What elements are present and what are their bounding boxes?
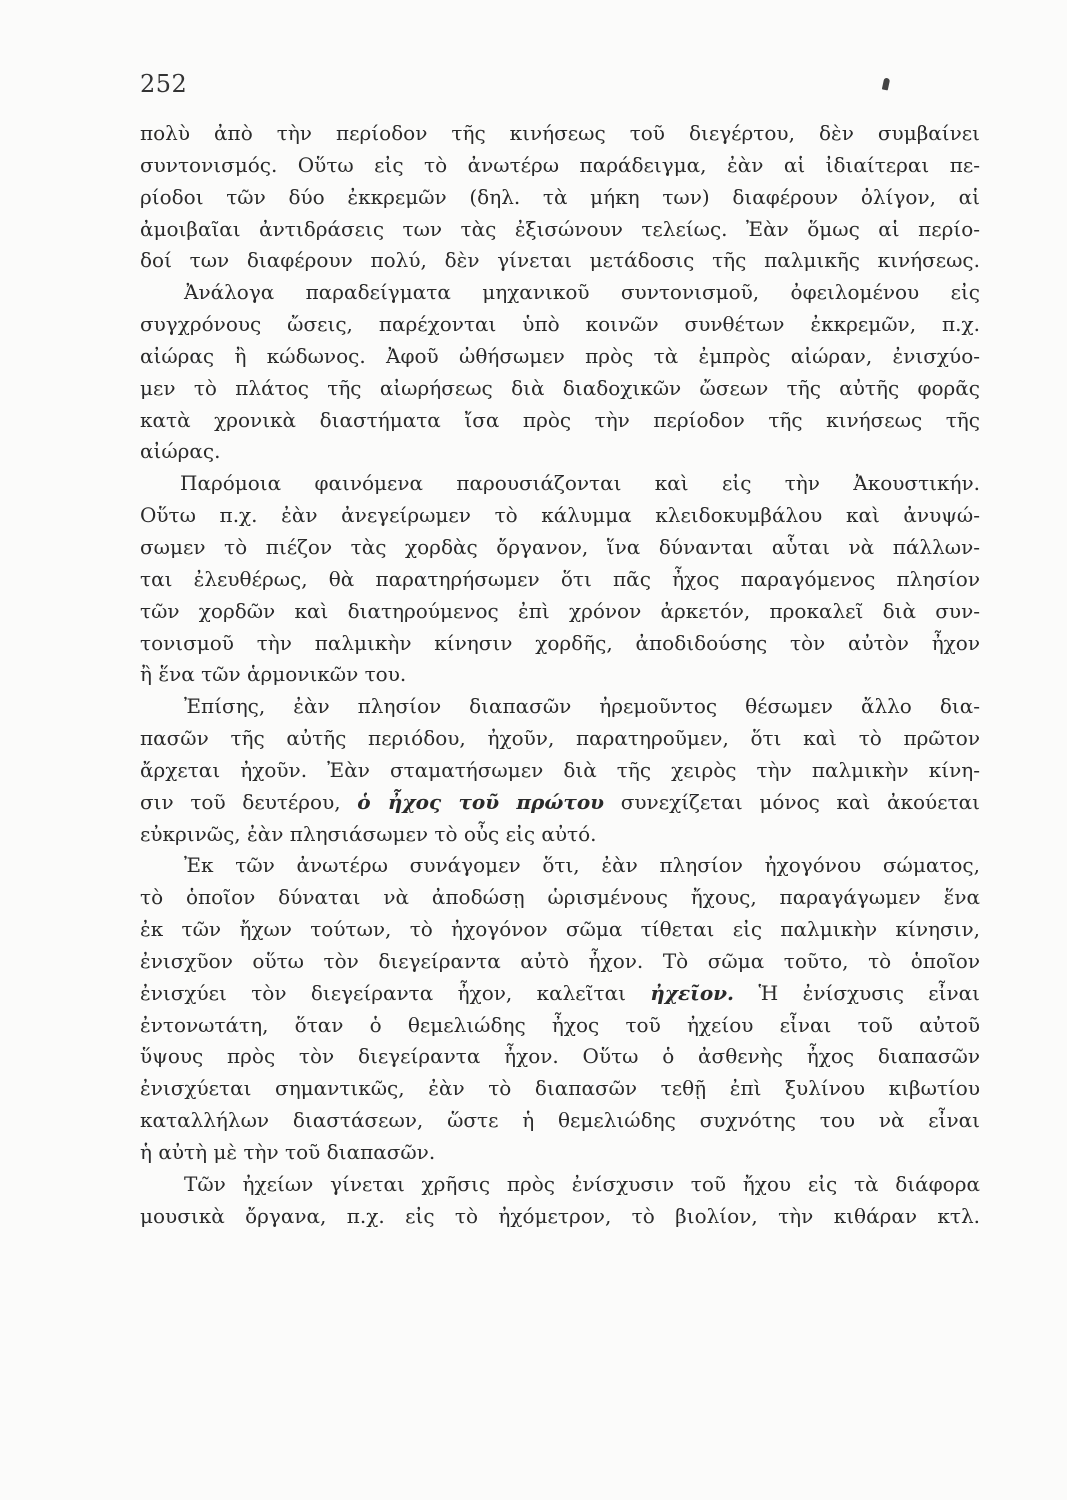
page-number: 252 [140, 70, 188, 98]
text-line: δοί των διαφέρουν πολύ, δὲν γίνεται μετάδοσις τῆς παλμικῆς κινήσεως. [140, 248, 980, 273]
body-text [140, 118, 980, 1233]
text-line: κατὰ χρονικὰ διαστήματα ἴσα πρὸς τὴν περίοδον τῆς κινήσεως τῆς [140, 407, 980, 432]
text-segment: σιν τοῦ δευτέρου, [140, 789, 358, 814]
text-line: ἐνισχύεται σημαντικῶς, ἐὰν τὸ διαπασῶν τεθῇ ἐπὶ ξυλίνου κιβωτίου [140, 1076, 980, 1101]
text-line: ἐνισχῦον οὕτω τὸν διεγείραντα αὐτὸ ἦχον. Τὸ σῶμα τοῦτο, τὸ ὁποῖον [140, 948, 980, 973]
emphasized-phrase: ὁ ἦχος τοῦ πρώτου [357, 789, 605, 814]
text-line: τῶν χορδῶν καὶ διατηρούμενος ἐπὶ χρόνον ἀρκετόν, προκαλεῖ διὰ συν- [140, 598, 980, 623]
emphasized-term: ἠχεῖον. [650, 980, 735, 1005]
text-line: Ἐπίσης, ἐὰν πλησίον διαπασῶν ἠρεμοῦντος θέσωμεν ἄλλο δια- [184, 694, 980, 719]
text-line: Ἐκ τῶν ἀνωτέρω συνάγομεν ὅτι, ἐὰν πλησίον ἠχογόνου σώματος, [184, 853, 980, 878]
text-line: ἐκ τῶν ἤχων τούτων, τὸ ἠχογόνον σῶμα τίθεται εἰς παλμικὴν κίνησιν, [140, 917, 980, 942]
text-line: ὕψους πρὸς τὸν διεγείραντα ἦχον. Οὕτω ὁ ἀσθενὴς ἦχος διαπασῶν [140, 1044, 980, 1069]
text-segment: συνεχίζεται μόνος καὶ ἀκούεται [604, 789, 980, 814]
text-line: Τῶν ἠχείων γίνεται χρῆσις πρὸς ἐνίσχυσιν τοῦ ἤχου εἰς τὰ διάφορα [184, 1171, 980, 1196]
text-line: αἰώρας. [140, 439, 221, 464]
text-line: ρίοδοι τῶν δύο ἐκκρεμῶν (δηλ. τὰ μήκη των) διαφέρουν ὀλίγον, αἱ [140, 184, 980, 209]
text-line: ἢ ἕνα τῶν ἁρμονικῶν του. [140, 662, 407, 687]
text-segment: Ἡ ἐνίσχυσις εἶναι [734, 980, 981, 1005]
text-line: ἐντονωτάτη, ὅταν ὁ θεμελιώδης ἦχος τοῦ ἠχείου εἶναι τοῦ αὐτοῦ [140, 1012, 980, 1037]
text-line: αἰώρας ἢ κώδωνος. Ἀφοῦ ὠθήσωμεν πρὸς τὰ ἐμπρὸς αἰώραν, ἐνισχύο- [140, 343, 980, 368]
text-line: συγχρόνους ὤσεις, παρέχονται ὑπὸ κοινῶν συνθέτων ἐκκρεμῶν, π.χ. [140, 312, 980, 337]
text-line: συντονισμός. Οὕτω εἰς τὸ ἀνωτέρω παράδειγμα, ἐὰν αἱ ἰδιαίτεραι πε- [140, 152, 980, 177]
text-line: σωμεν τὸ πιέζον τὰς χορδὰς ὄργανον, ἵνα δύνανται αὗται νὰ πάλλων- [140, 534, 980, 559]
text-line: ἄρχεται ἠχοῦν. Ἐὰν σταματήσωμεν διὰ τῆς χειρὸς τὴν παλμικὴν κίνη- [140, 757, 980, 782]
text-line: καταλλήλων διαστάσεων, ὥστε ἡ θεμελιώδης συχνότης του νὰ εἶναι [140, 1108, 980, 1133]
text-line: Παρόμοια φαινόμενα παρουσιάζονται καὶ εἰς τὴν Ἀκουστικήν. [180, 471, 980, 496]
ink-mark [882, 78, 890, 91]
text-line: τὸ ὁποῖον δύναται νὰ ἀποδώσῃ ὡρισμένους ἤχους, παραγάγωμεν ἕνα [140, 885, 980, 910]
text-line: ἀμοιβαῖαι ἀντιδράσεις των τὰς ἐξισώνουν τελείως. Ἐὰν ὅμως αἱ περίο- [140, 216, 980, 241]
text-segment: ἐνισχύει τὸν διεγείραντα ἦχον, καλεῖται [140, 980, 651, 1005]
text-line: Ἀνάλογα παραδείγματα μηχανικοῦ συντονισμοῦ, ὀφειλομένου εἰς [184, 280, 980, 305]
text-line: Οὕτω π.χ. ἐὰν ἀνεγείρωμεν τὸ κάλυμμα κλειδοκυμβάλου καὶ ἀνυψώ- [140, 503, 980, 528]
text-line: τονισμοῦ τὴν παλμικὴν κίνησιν χορδῆς, ἀποδιδούσης τὸν αὐτὸν ἦχον [140, 630, 980, 655]
text-line: εὐκρινῶς, ἐὰν πλησιάσωμεν τὸ οὖς εἰς αὐτό. [140, 821, 597, 846]
text-line: ἡ αὐτὴ μὲ τὴν τοῦ διαπασῶν. [140, 1140, 436, 1164]
text-line: πολὺ ἀπὸ τὴν περίοδον τῆς κινήσεως τοῦ διεγέρτου, δὲν συμβαίνει [140, 121, 980, 145]
text-line: ται ἐλευθέρως, θὰ παρατηρήσωμεν ὅτι πᾶς ἦχος παραγόμενος πλησίον [140, 566, 980, 591]
text-line: πασῶν τῆς αὐτῆς περιόδου, ἠχοῦν, παρατηροῦμεν, ὅτι καὶ τὸ πρῶτον [140, 726, 980, 751]
text-line: μουσικὰ ὄργανα, π.χ. εἰς τὸ ἠχόμετρον, τὸ βιολίον, τὴν κιθάραν κτλ. [140, 1203, 980, 1228]
text-line: μεν τὸ πλάτος τῆς αἰωρήσεως διὰ διαδοχικῶν ὤσεων τῆς αὐτῆς φορᾶς [140, 375, 980, 400]
text-line-emphasis [140, 787, 980, 819]
text-line-emphasis [140, 978, 980, 1010]
